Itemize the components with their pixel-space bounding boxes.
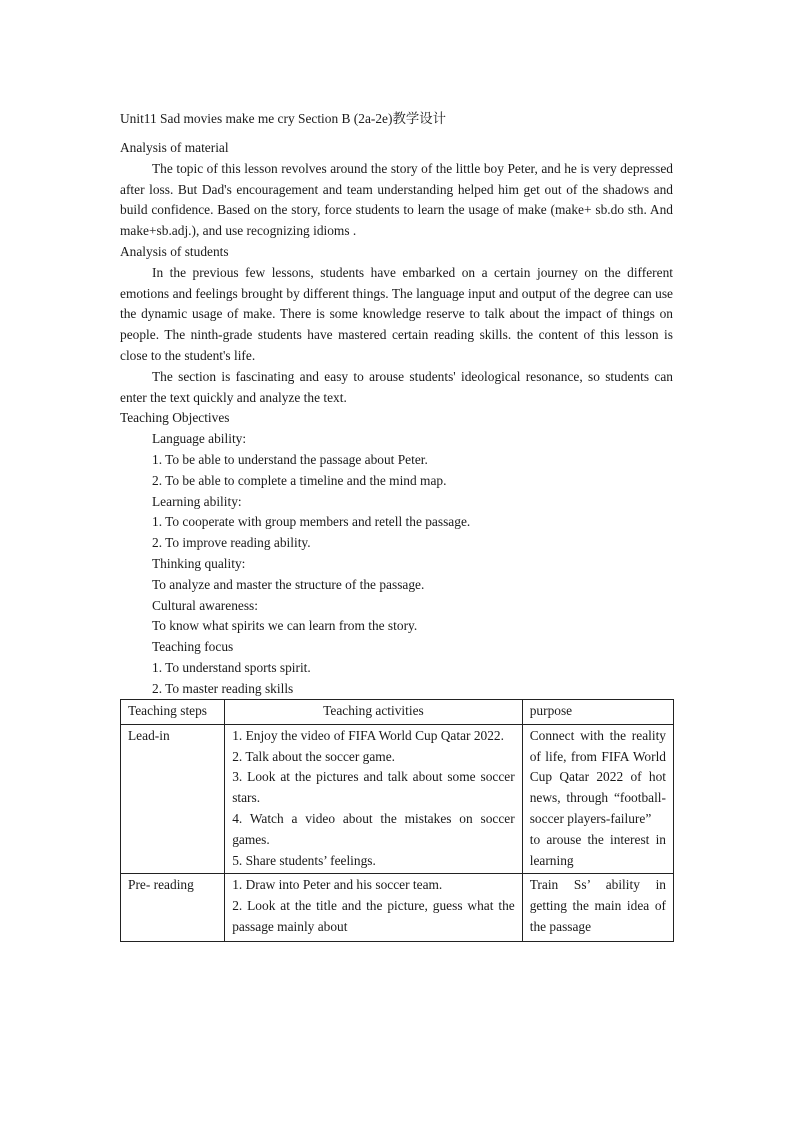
students-heading: Analysis of students bbox=[120, 243, 229, 259]
language-item: 1. To be able to understand the passage about Peter. bbox=[152, 451, 428, 467]
row-step: Pre- reading bbox=[121, 874, 225, 942]
activity-item: 4. Watch a video about the mistakes on soccer games. bbox=[232, 810, 515, 847]
thinking-heading: Thinking quality: bbox=[152, 555, 246, 571]
row-purpose bbox=[522, 874, 673, 942]
activity-item: 1. Draw into Peter and his soccer team. bbox=[232, 877, 443, 893]
objectives-heading: Teaching Objectives bbox=[120, 410, 230, 426]
header-steps: Teaching steps bbox=[121, 700, 225, 725]
material-paragraph: The topic of this lesson revolves around the story of the little boy Peter, and he is very depressed after loss. But Dad's encouragement and team understanding helped him get out of the shadows and build confidence. Based on the story, force students to learn the usage of make (make+ sb.do sth. And make+sb.adj.), and use recognizing idioms . bbox=[120, 160, 673, 239]
purpose-text: to arouse the interest in learning bbox=[529, 831, 666, 868]
students-paragraph-2: The section is fascinating and easy to arouse students' ideological resonance, so students can enter the text quickly and analyze the text. bbox=[120, 368, 673, 405]
activity-item: 3. Look at the pictures and talk about some soccer stars. bbox=[232, 769, 515, 806]
students-paragraph-1: In the previous few lessons, students have embarked on a certain journey on the different emotions and feelings brought by different things. The language input and output of the degree can use the dynamic usage of make. There is some knowledge reserve to talk about the impact of things on people. The ninth-grade students have mastered certain reading skills. the content of this lesson is close to the student's life. bbox=[120, 264, 673, 363]
header-activities: Teaching activities bbox=[225, 700, 523, 725]
teaching-plan-table bbox=[120, 699, 674, 942]
learning-item: 2. To improve reading ability. bbox=[152, 535, 311, 551]
table-header-row bbox=[121, 700, 674, 725]
row-activities bbox=[225, 724, 523, 874]
header-purpose: purpose bbox=[522, 700, 673, 725]
language-heading: Language ability: bbox=[152, 431, 247, 447]
purpose-text: Train Ss’ ability in getting the main idea of the passage bbox=[529, 877, 666, 934]
material-heading: Analysis of material bbox=[120, 140, 229, 155]
table-row bbox=[121, 724, 674, 874]
purpose-text: Connect with the reality of life, from FIFA World Cup Qatar 2022 of hot news, through “football-soccer players-failure” bbox=[529, 727, 666, 826]
language-item: 2. To be able to complete a timeline and the mind map. bbox=[152, 472, 447, 488]
focus-item: 2. To master reading skills bbox=[152, 680, 294, 696]
activity-item: 2. Talk about the soccer game. bbox=[232, 748, 395, 764]
document-body bbox=[120, 108, 673, 700]
focus-heading: Teaching focus bbox=[152, 639, 234, 655]
row-activities bbox=[225, 874, 523, 942]
activity-item: 5. Share students’ feelings. bbox=[232, 852, 376, 868]
document-title: Unit11 Sad movies make me cry Section B (2a-2e)教学设计 bbox=[120, 111, 447, 126]
activity-item: 1. Enjoy the video of FIFA World Cup Qatar 2022. bbox=[232, 727, 504, 743]
cultural-item: To know what spirits we can learn from the story. bbox=[152, 618, 418, 634]
table-row bbox=[121, 874, 674, 942]
thinking-item: To analyze and master the structure of the passage. bbox=[152, 576, 425, 592]
activity-item: 2. Look at the title and the picture, guess what the passage mainly about bbox=[232, 898, 515, 934]
row-purpose bbox=[522, 724, 673, 874]
cultural-heading: Cultural awareness: bbox=[152, 597, 258, 613]
learning-heading: Learning ability: bbox=[152, 493, 242, 509]
focus-item: 1. To understand sports spirit. bbox=[152, 659, 311, 675]
row-step: Lead-in bbox=[121, 724, 225, 874]
learning-item: 1. To cooperate with group members and retell the passage. bbox=[152, 514, 471, 530]
